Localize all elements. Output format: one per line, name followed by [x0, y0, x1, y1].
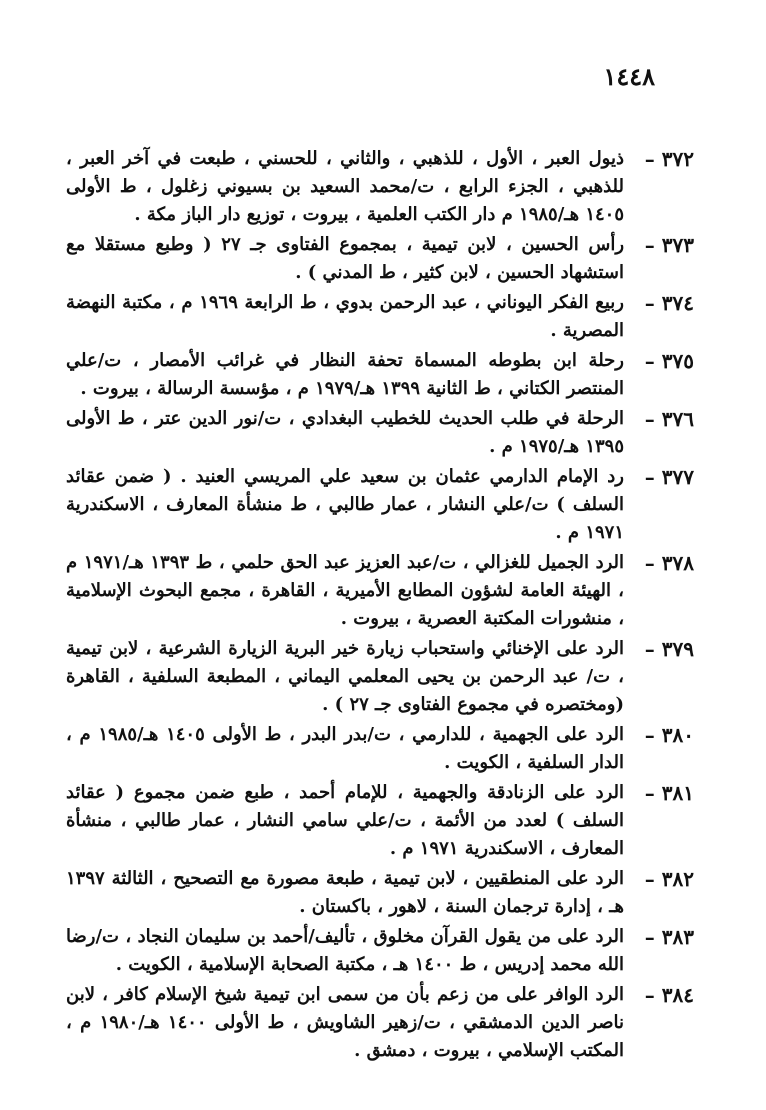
bibliography-entry [66, 231, 694, 287]
bibliography-entry [66, 463, 694, 547]
entry-text: الرد على الزنادقة والجهمية ، للإمام أحمد ، طبع ضمن مجموع ( عقائد السلف ) لعدد من الأئمة ، ت/علي سامي النشار ، عمار طالبي ، منشأة المعارف ، الاسكندرية ١٩٧١ م . [66, 782, 624, 859]
bibliography-entry [66, 635, 694, 719]
entry-text: رأس الحسين ، لابن تيمية ، بمجموع الفتاوى جـ ٢٧ ( وطبع مستقلا مع استشهاد الحسين ، لابن كثير ، ط المدني ) . [66, 234, 625, 283]
bibliography-entry [66, 981, 694, 1065]
entry-number: ٣٨١ – [644, 781, 694, 805]
bibliography-entry [66, 721, 694, 777]
entry-number: ٣٧٥ – [644, 349, 694, 373]
entry-number: ٣٨٠ – [644, 723, 694, 747]
bibliography-entry [66, 865, 694, 921]
entry-text: رد الإمام الدارمي عثمان بن سعيد علي المريسي العنيد . ( ضمن عقائد السلف ) ت/علي النشار ، عمار طالبي ، ط منشأة المعارف ، الاسكندرية ١٩٧١ م . [66, 466, 624, 543]
entry-number: ٣٧٧ – [644, 465, 694, 489]
bibliography-entry [66, 779, 694, 863]
entry-text: الرحلة في طلب الحديث للخطيب البغدادي ، ت/نور الدين عتر ، ط الأولى ١٣٩٥ هـ/١٩٧٥ م . [66, 408, 624, 457]
bibliography-list [66, 145, 694, 1067]
entry-text: الرد على من يقول القرآن مخلوق ، تأليف/أحمد بن سليمان النجاد ، ت/رضا الله محمد إدريس ، ط ١٤٠٠ هـ ، مكتبة الصحابة الإسلامية ، الكويت . [66, 926, 624, 975]
entry-text: الرد على المنطقيين ، لابن تيمية ، طبعة مصورة مع التصحيح ، الثالثة ١٣٩٧ هـ ، إدارة ترجمان السنة ، لاهور ، باكستان . [66, 868, 624, 917]
page-number: ١٤٤٨ [603, 62, 655, 91]
bibliography-entry [66, 405, 694, 461]
entry-number: ٣٨٣ – [644, 925, 694, 949]
entry-text: الرد على الجهمية ، للدارمي ، ت/بدر البدر ، ط الأولى ١٤٠٥ هـ/١٩٨٥ م ، الدار السلفية ، الكويت . [66, 724, 625, 773]
entry-number: ٣٧٢ – [644, 147, 694, 171]
entry-number: ٣٧٩ – [644, 637, 694, 661]
entry-number: ٣٨٢ – [644, 867, 694, 891]
entry-text: ذيول العبر ، الأول ، للذهبي ، والثاني ، للحسني ، طبعت في آخر العبر ، للذهبي ، الجزء الرابع ، ت/محمد السعيد بن بسيوني زغلول ، ط الأولى ١٤٠٥ هـ/١٩٨٥ م دار الكتب العلمية ، بيروت ، توزيع دار الباز مكة . [66, 148, 624, 225]
entry-text: الرد الجميل للغزالي ، ت/عبد العزيز عبد الحق حلمي ، ط ١٣٩٣ هـ/١٩٧١ م ، الهيئة العامة لشؤون المطابع الأميرية ، القاهرة ، مجمع البحوث الإسلامية ، منشورات المكتبة العصرية ، بيروت . [66, 552, 624, 629]
entry-text: الرد الوافر على من زعم بأن من سمى ابن تيمية شيخ الإسلام كافر ، لابن ناصر الدين الدمشقي ، ت/زهير الشاويش ، ط الأولى ١٤٠٠ هـ/١٩٨٠ م ، المكتب الإسلامي ، بيروت ، دمشق . [66, 984, 624, 1061]
bibliography-entry [66, 145, 694, 229]
entry-text: الرد على الإخنائي واستحباب زيارة خير البرية الزيارة الشرعية ، لابن تيمية ، ت/ عبد الرحمن بن يحيى المعلمي اليماني ، المطبعة السلفية ، القاهرة (ومختصره في مجموع الفتاوى جـ ٢٧ ) . [66, 638, 624, 715]
entry-number: ٣٧٣ – [644, 233, 694, 257]
entry-text: ربيع الفكر اليوناني ، عبد الرحمن بدوي ، ط الرابعة ١٩٦٩ م ، مكتبة النهضة المصرية . [66, 292, 624, 341]
entry-number: ٣٨٤ – [644, 983, 694, 1007]
entry-number: ٣٧٨ – [644, 551, 694, 575]
entry-number: ٣٧٦ – [644, 407, 694, 431]
bibliography-entry [66, 549, 694, 633]
bibliography-entry [66, 289, 694, 345]
entry-text: رحلة ابن بطوطه المسماة تحفة النظار في غرائب الأمصار ، ت/علي المنتصر الكتاني ، ط الثانية ١٣٩٩ هـ/١٩٧٩ م ، مؤسسة الرسالة ، بيروت . [66, 350, 624, 399]
bibliography-entry [66, 347, 694, 403]
entry-number: ٣٧٤ – [644, 291, 694, 315]
bibliography-entry [66, 923, 694, 979]
